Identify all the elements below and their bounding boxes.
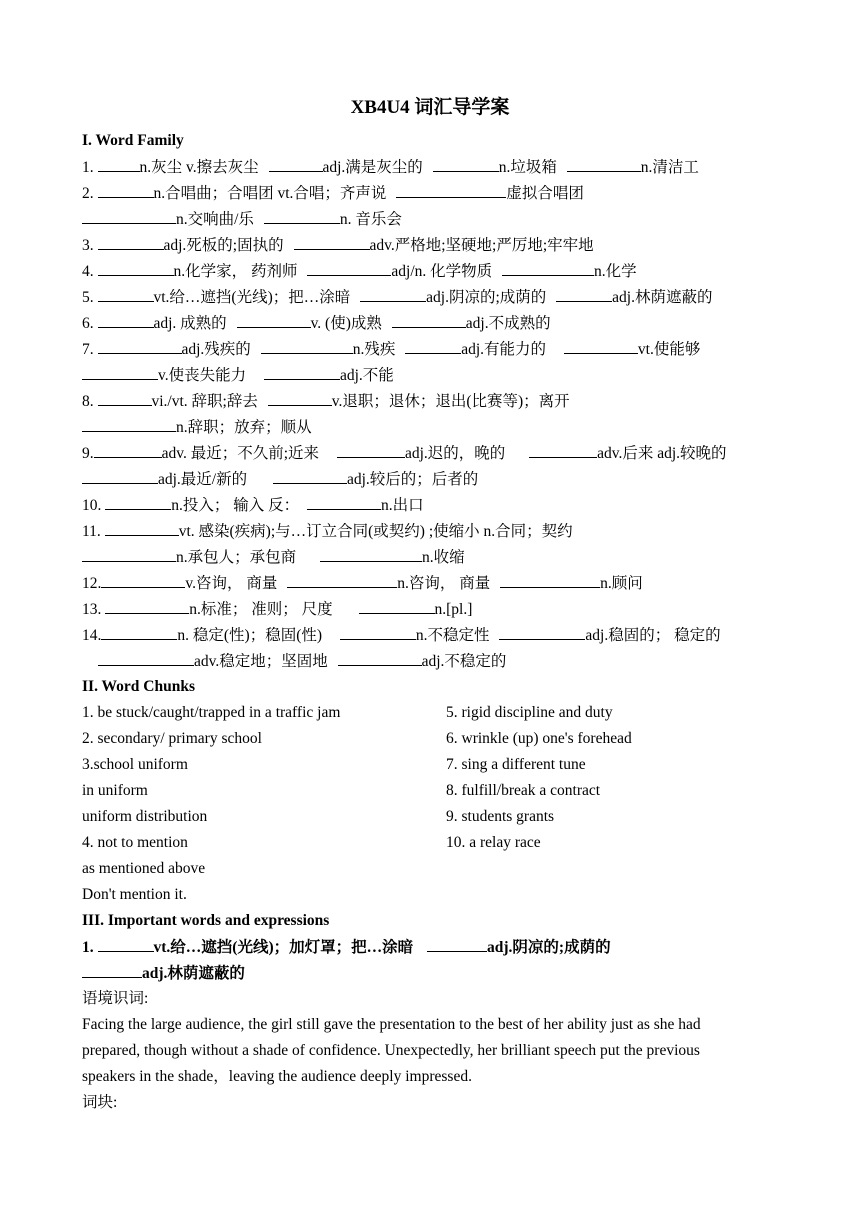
answer-blank[interactable] xyxy=(340,625,416,640)
answer-blank[interactable] xyxy=(529,443,597,458)
answer-blank[interactable] xyxy=(307,261,391,276)
answer-blank[interactable] xyxy=(105,521,179,536)
chunk-item: 1. be stuck/caught/trapped in a traffic jam xyxy=(82,704,341,721)
chunk-item: 5. rigid discipline and duty xyxy=(446,704,613,721)
answer-blank[interactable] xyxy=(98,287,154,302)
answer-blank[interactable] xyxy=(82,365,158,380)
answer-blank[interactable] xyxy=(268,391,332,406)
word-family-item-4: 4. n.化学家， 药剂师 adj/n. 化学物质 n.化学 xyxy=(82,263,637,280)
chunk-item: 4. not to mention xyxy=(82,834,188,851)
chunk-label: 词块: xyxy=(82,1094,118,1111)
answer-blank[interactable] xyxy=(320,547,422,562)
word-family-item-13: 13. n.标准； 准则； 尺度 n.[pl.] xyxy=(82,601,473,618)
word-family-item-9-cont: adj.最近/新的 adj.较后的；后者的 xyxy=(82,469,478,490)
answer-blank[interactable] xyxy=(338,651,422,666)
answer-blank[interactable] xyxy=(264,365,340,380)
answer-blank[interactable] xyxy=(105,599,189,614)
answer-blank[interactable] xyxy=(294,235,370,250)
chunk-item: 2. secondary/ primary school xyxy=(82,730,262,747)
word-family-item-7: 7. adj.残疾的 n.残疾 adj.有能力的 vt.使能够 xyxy=(82,341,701,358)
answer-blank[interactable] xyxy=(261,339,353,354)
answer-blank[interactable] xyxy=(556,287,612,302)
word-family-item-3: 3. adj.死板的;固执的 adv.严格地;坚硬地;严厉地;牢牢地 xyxy=(82,237,594,254)
answer-blank[interactable] xyxy=(82,209,176,224)
answer-blank[interactable] xyxy=(98,183,154,198)
answer-blank[interactable] xyxy=(82,963,142,978)
answer-blank[interactable] xyxy=(98,157,140,172)
chunk-item: in uniform xyxy=(82,782,148,799)
passage-line: speakers in the shade，leaving the audience deeply impressed. xyxy=(82,1068,472,1085)
chunk-item: uniform distribution xyxy=(82,808,208,825)
passage-line: prepared, though without a shade of confidence. Unexpectedly, her brilliant speech put the previous xyxy=(82,1042,700,1059)
word-family-item-7-cont: v.使丧失能力 adj.不能 xyxy=(82,365,394,386)
answer-blank[interactable] xyxy=(564,339,638,354)
answer-blank[interactable] xyxy=(264,209,340,224)
word-family-item-1: 1. n.灰尘 v.擦去灰尘 adj.满是灰尘的 n.垃圾箱 n.清洁工 xyxy=(82,159,699,176)
answer-blank[interactable] xyxy=(427,937,487,952)
passage-line: Facing the large audience, the girl still gave the presentation to the best of her ability just as she had xyxy=(82,1016,701,1033)
answer-blank[interactable] xyxy=(105,495,171,510)
word-family-item-8-cont: n.辞职；放弃；顺从 xyxy=(82,417,312,438)
chunk-item: 7. sing a different tune xyxy=(446,756,586,773)
word-family-item-9: 9. adv. 最近；不久前;近来 adj.迟的，晚的 adv.后来 adj.较晚的 xyxy=(82,445,727,462)
answer-blank[interactable] xyxy=(307,495,381,510)
word-family-item-8: 8. vi./vt. 辞职;辞去 v.退职；退休；退出(比赛等)；离开 xyxy=(82,393,570,410)
word-family-item-14: 14. n. 稳定(性)；稳固(性) n.不稳定性 adj.稳固的； 稳定的 xyxy=(82,627,721,644)
page-title: XB4U4 词汇导学案 xyxy=(350,97,510,118)
answer-blank[interactable] xyxy=(101,625,177,640)
answer-blank[interactable] xyxy=(337,443,405,458)
answer-blank[interactable] xyxy=(396,183,506,198)
word-family-item-11-cont: n.承包人；承包商 n.收缩 xyxy=(82,547,465,568)
word-family-item-5: 5. vt.给…遮挡(光线)；把…涂暗 adj.阴凉的;成荫的 adj.林荫遮蔽的 xyxy=(82,289,713,306)
answer-blank[interactable] xyxy=(500,573,600,588)
word-family-item-12: 12. v.咨询， 商量 n.咨询， 商量 n.顾问 xyxy=(82,575,643,592)
answer-blank[interactable] xyxy=(98,339,182,354)
chunk-item: 10. a relay race xyxy=(446,834,541,851)
answer-blank[interactable] xyxy=(287,573,397,588)
word-family-item-2-cont: n.交响曲/乐 n. 音乐会 xyxy=(82,209,402,230)
section-heading-important: III. Important words and expressions xyxy=(82,912,330,929)
important-item-1: 1. vt.给…遮挡(光线)；加灯罩；把…涂暗 adj.阴凉的;成荫的 xyxy=(82,939,611,956)
section-heading-word-family: I. Word Family xyxy=(82,132,184,149)
answer-blank[interactable] xyxy=(360,287,426,302)
answer-blank[interactable] xyxy=(98,937,154,952)
chunk-item: Don't mention it. xyxy=(82,886,187,903)
answer-blank[interactable] xyxy=(392,313,466,328)
answer-blank[interactable] xyxy=(82,469,158,484)
answer-blank[interactable] xyxy=(269,157,323,172)
answer-blank[interactable] xyxy=(101,573,185,588)
context-label: 语境识词: xyxy=(82,990,149,1007)
answer-blank[interactable] xyxy=(82,417,176,432)
answer-blank[interactable] xyxy=(98,261,174,276)
word-family-item-6: 6. adj. 成熟的 v. (使)成熟 adj.不成熟的 xyxy=(82,315,551,332)
chunk-item: 3.school uniform xyxy=(82,756,188,773)
word-family-item-10: 10. n.投入； 输入 反： n.出口 xyxy=(82,497,424,514)
answer-blank[interactable] xyxy=(567,157,641,172)
chunk-item: as mentioned above xyxy=(82,860,206,877)
answer-blank[interactable] xyxy=(359,599,435,614)
answer-blank[interactable] xyxy=(82,547,176,562)
answer-blank[interactable] xyxy=(98,651,194,666)
answer-blank[interactable] xyxy=(98,391,152,406)
answer-blank[interactable] xyxy=(499,625,585,640)
answer-blank[interactable] xyxy=(98,313,154,328)
answer-blank[interactable] xyxy=(433,157,499,172)
section-heading-word-chunks: II. Word Chunks xyxy=(82,678,196,695)
answer-blank[interactable] xyxy=(273,469,347,484)
chunk-item: 8. fulfill/break a contract xyxy=(446,782,601,799)
answer-blank[interactable] xyxy=(94,443,162,458)
word-family-item-14-cont: adv.稳定地；坚固地 adj.不稳定的 xyxy=(98,651,506,672)
important-item-1-cont: adj.林荫遮蔽的 xyxy=(82,963,245,984)
answer-blank[interactable] xyxy=(237,313,311,328)
chunk-item: 9. students grants xyxy=(446,808,555,825)
word-family-item-11: 11. vt. 感染(疾病);与…订立合同(或契约) ;使缩小 n.合同；契约 xyxy=(82,523,573,540)
answer-blank[interactable] xyxy=(502,261,594,276)
word-family-item-2: 2. n.合唱曲；合唱团 vt.合唱；齐声说 虚拟合唱团 xyxy=(82,185,584,202)
answer-blank[interactable] xyxy=(405,339,461,354)
answer-blank[interactable] xyxy=(98,235,164,250)
chunk-item: 6. wrinkle (up) one's forehead xyxy=(446,730,632,747)
